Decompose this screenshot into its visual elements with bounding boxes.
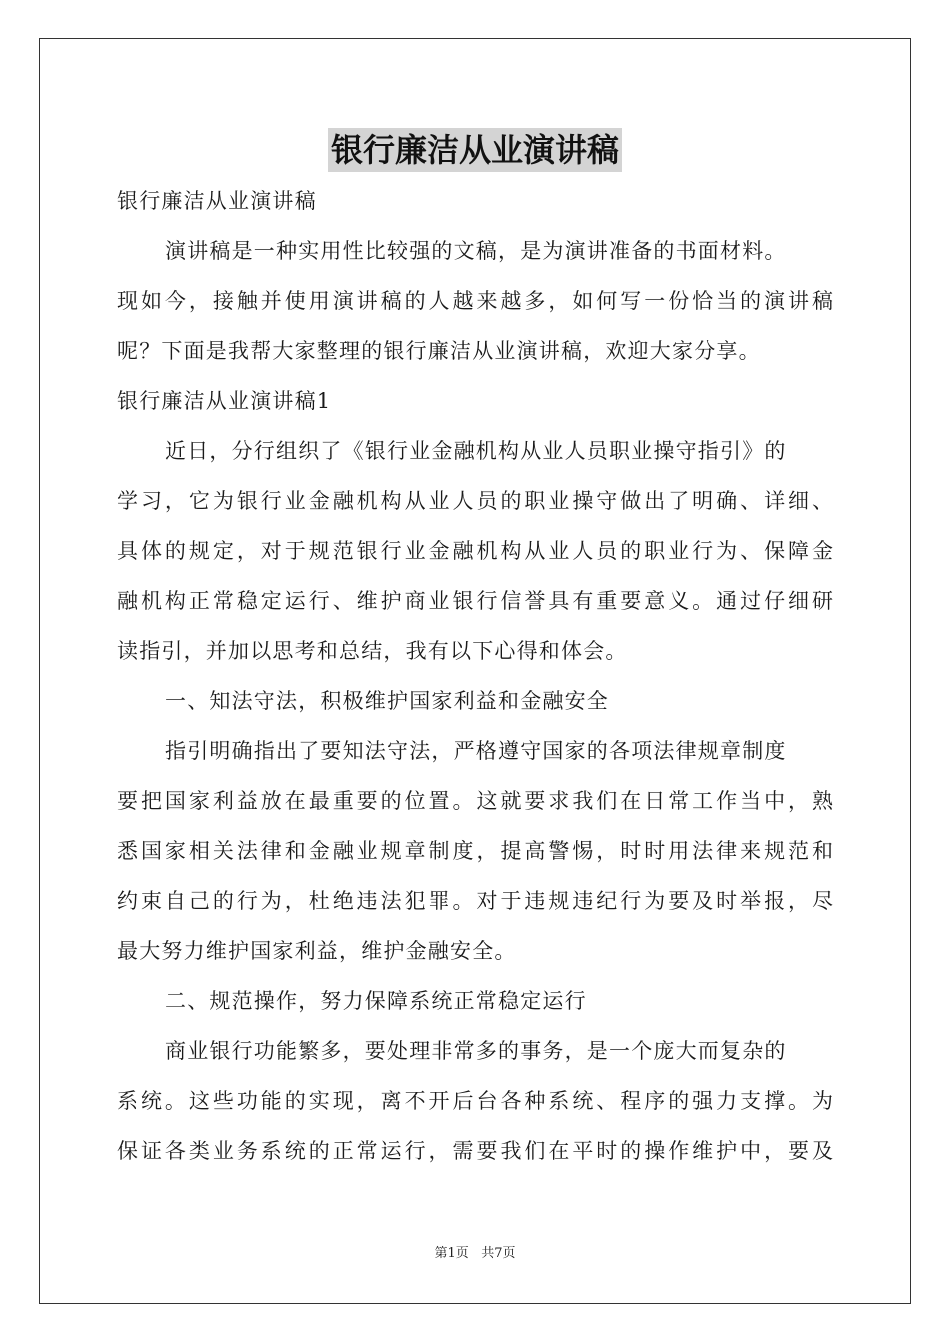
subheading-line: 一、知法守法，积极维护国家利益和金融安全: [165, 689, 609, 713]
subtitle-line: 银行廉洁从业演讲稿: [117, 189, 317, 213]
page-footer: [0, 1244, 950, 1264]
paragraph-line: 指引明确指出了要知法守法，严格遵守国家的各项法律规章制度: [165, 739, 787, 763]
paragraph-line: 呢？下面是我帮大家整理的银行廉洁从业演讲稿，欢迎大家分享。: [117, 339, 761, 363]
subheading-line: 二、规范操作，努力保障系统正常稳定运行: [165, 989, 587, 1013]
paragraph-line: 演讲稿是一种实用性比较强的文稿，是为演讲准备的书面材料。: [165, 239, 787, 263]
paragraph-line: 现如今，接触并使用演讲稿的人越来越多，如何写一份恰当的演讲稿: [117, 289, 833, 313]
paragraph-line: 学习，它为银行业金融机构从业人员的职业操守做出了明确、详细、: [117, 489, 833, 513]
paragraph-line: 要把国家利益放在最重要的位置。这就要求我们在日常工作当中，熟: [117, 789, 833, 813]
paragraph-line: 最大努力维护国家利益，维护金融安全。: [117, 939, 517, 963]
paragraph-line: 悉国家相关法律和金融业规章制度，提高警惕，时时用法律来规范和: [117, 839, 833, 863]
paragraph-line: 融机构正常稳定运行、维护商业银行信誉具有重要意义。通过仔细研: [117, 589, 833, 613]
section-heading: 银行廉洁从业演讲稿1: [117, 389, 332, 413]
paragraph-line: 系统。这些功能的实现，离不开后台各种系统、程序的强力支撑。为: [117, 1089, 833, 1113]
paragraph-line: 商业银行功能繁多，要处理非常多的事务，是一个庞大而复杂的: [165, 1039, 787, 1063]
document-title: 银行廉洁从业演讲稿: [328, 128, 622, 172]
title-container: [0, 128, 950, 172]
paragraph-line: 约束自己的行为，杜绝违法犯罪。对于违规违纪行为要及时举报，尽: [117, 889, 833, 913]
paragraph-line: 保证各类业务系统的正常运行，需要我们在平时的操作维护中，要及: [117, 1139, 833, 1163]
page-total: 共7页: [481, 1246, 516, 1261]
document-body: [117, 176, 833, 1176]
paragraph-line: 具体的规定，对于规范银行业金融机构从业人员的职业行为、保障金: [117, 539, 833, 563]
page-number: 第1页: [434, 1246, 469, 1261]
paragraph-line: 近日，分行组织了《银行业金融机构从业人员职业操守指引》的: [165, 439, 787, 463]
paragraph-line: 读指引，并加以思考和总结，我有以下心得和体会。: [117, 639, 628, 663]
